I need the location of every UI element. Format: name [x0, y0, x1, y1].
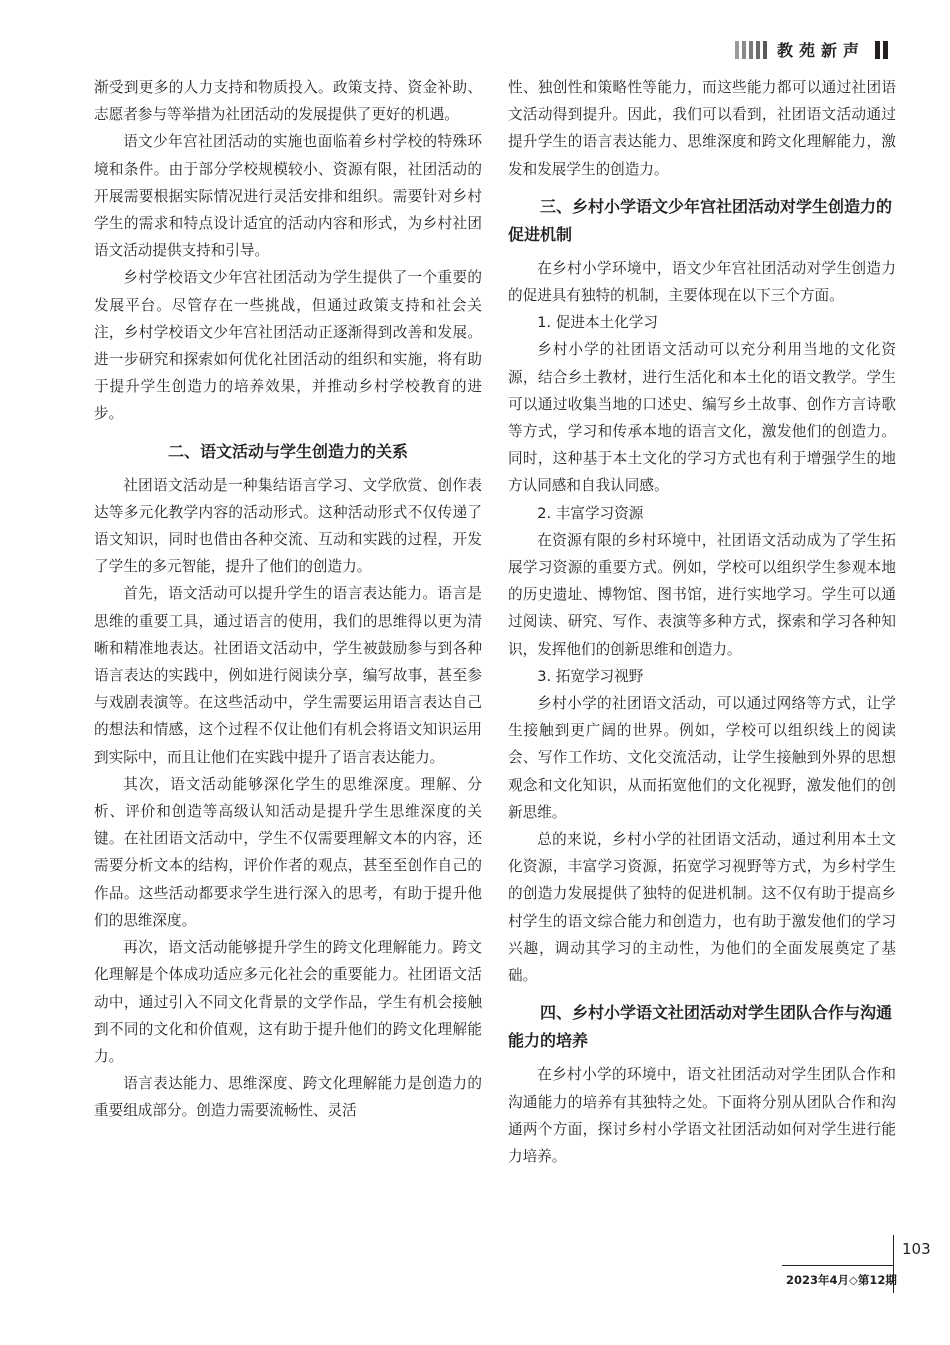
section-heading-4: 四、乡村小学语文社团活动对学生团队合作与沟通能力的培养	[508, 1003, 893, 1051]
section-heading-3: 三、乡村小学语文少年宫社团活动对学生创造力的促进机制	[508, 196, 893, 244]
paragraph: 乡村小学的社团语文活动可以充分利用当地的文化资源，结合乡土教材，进行生活化和本土化的语文教学。学生可以通过收集当地的口述史、编写乡土故事、创作方言诗歌等方式，学习和传承本地的语言文化，激发他们的创造力。同时，这种基于本土文化的学习方式也有利于增强学生的地方认同感和自我认同感。	[508, 341, 896, 495]
paragraph: 语文少年宫社团活动的实施也面临着乡村学校的特殊环境和条件。由于部分学校规模较小、资源有限，社团活动的开展需要根据实际情况进行灵活安排和组织。需要针对乡村学生的需求和特点设计适宜的活动内容和形式，为乡村社团语文活动提供支持和引导。	[94, 133, 482, 260]
header-decoration-left	[735, 41, 767, 59]
paragraph: 乡村学校语文少年宫社团活动为学生提供了一个重要的发展平台。尽管存在一些挑战，但通过政策支持和社会关注，乡村学校语文少年宫社团活动正逐渐得到改善和发展。进一步研究和探索如何优化社团活动的组织和实施，将有助于提升学生创造力的培养效果，并推动乡村学校教育的进步。	[94, 269, 482, 423]
paragraph: 在乡村小学环境中，语文少年宫社团活动对学生创造力的促进具有独特的机制，主要体现在以下三个方面。	[508, 259, 896, 305]
paragraph: 在资源有限的乡村环境中，社团语文活动成为了学生拓展学习资源的重要方式。例如，学校可以组织学生参观本地的历史遗址、博物馆、图书馆，进行实地学习。学生可以通过阅读、研究、写作、表演等多种方式，探索和学习各种知识，发挥他们的创新思维和创造力。	[508, 531, 896, 658]
paragraph: 首先，语文活动可以提升学生的语言表达能力。语言是思维的重要工具，通过语言的使用，我们的思维得以更为清晰和精准地表达。社团语文活动中，学生被鼓励参与到各种语言表达的实践中，例如进行阅读分享，编写故事，甚至参与戏剧表演等。在这些活动中，学生需要运用语言表达自己的想法和情感，这个过程不仅让他们有机会将语文知识运用到实际中，而且让他们在实践中提升了语言表达能力。	[94, 585, 482, 766]
paragraph: 性、独创性和策略性等能力，而这些能力都可以通过社团语文活动得到提升。因此，我们可以看到，社团语文活动通过提升学生的语言表达能力、思维深度和跨文化理解能力，激发和发展学生的创造力。	[508, 79, 896, 178]
right-column	[508, 74, 896, 1170]
issue-label: 2023年4月◇第12期	[786, 1273, 897, 1287]
subheading-learning-resources: 2. 丰富学习资源	[537, 504, 644, 522]
journal-column-title: 教苑新声	[776, 41, 865, 60]
paragraph: 在乡村小学的环境中，语文社团活动对学生团队合作和沟通能力的培养有其独特之处。下面将分别从团队合作和沟通两个方面，探讨乡村小学语文社团活动如何对学生进行能力培养。	[508, 1066, 896, 1165]
paragraph: 语言表达能力、思维深度、跨文化理解能力是创造力的重要组成部分。创造力需要流畅性、灵活	[94, 1075, 482, 1120]
subheading-broaden-horizons: 3. 拓宽学习视野	[537, 667, 644, 685]
paragraph: 再次，语文活动能够提升学生的跨文化理解能力。跨文化理解是个体成功适应多元化社会的重要能力。社团语文活动中，通过引入不同文化背景的文学作品，学生有机会接触到不同的文化和价值观，这有助于提升他们的跨文化理解能力。	[94, 939, 482, 1065]
paragraph: 其次，语文活动能够深化学生的思维深度。理解、分析、评价和创造等高级认知活动是提升学生思维深度的关键。在社团语文活动中，学生不仅需要理解文本的内容，还需要分析文本的结构，评价作者的观点，甚至至创作自己的作品。这些活动都要求学生进行深入的思考，有助于提升他们的思维深度。	[94, 775, 482, 929]
footer-rule-horizontal	[782, 1265, 894, 1266]
running-header	[735, 38, 888, 61]
paragraph: 渐受到更多的人力支持和物质投入。政策支持、资金补助、志愿者参与等举措为社团活动的发展提供了更好的机遇。	[94, 79, 482, 124]
header-decoration-right	[875, 41, 888, 59]
paragraph: 乡村小学的社团语文活动，可以通过网络等方式，让学生接触到更广阔的世界。例如，学校可以组织线上的阅读会、写作工作坊、文化交流活动，让学生接触到外界的思想观念和文化知识，从而拓宽他们的文化视野，激发他们的创新思维。	[508, 695, 896, 821]
subheading-localized-learning: 1. 促进本土化学习	[537, 314, 658, 332]
section-heading-2: 二、语文活动与学生创造力的关系	[167, 441, 408, 461]
left-column	[94, 74, 482, 1125]
page-number: 103	[902, 1240, 931, 1258]
paragraph: 社团语文活动是一种集结语言学习、文学欣赏、创作表达等多元化教学内容的活动形式。这种活动形式不仅传递了语文知识，同时也借由各种交流、互动和实践的过程，开发了学生的多元智能，提升了他们的创造力。	[94, 476, 482, 576]
paragraph: 总的来说，乡村小学的社团语文活动，通过利用本土文化资源，丰富学习资源，拓宽学习视野等方式，为乡村学生的创造力发展提供了独特的促进机制。这不仅有助于提高乡村学生的语文综合能力和创造力，也有助于激发他们的学习兴趣，调动其学习的主动性，为他们的全面发展奠定了基础。	[508, 831, 896, 985]
